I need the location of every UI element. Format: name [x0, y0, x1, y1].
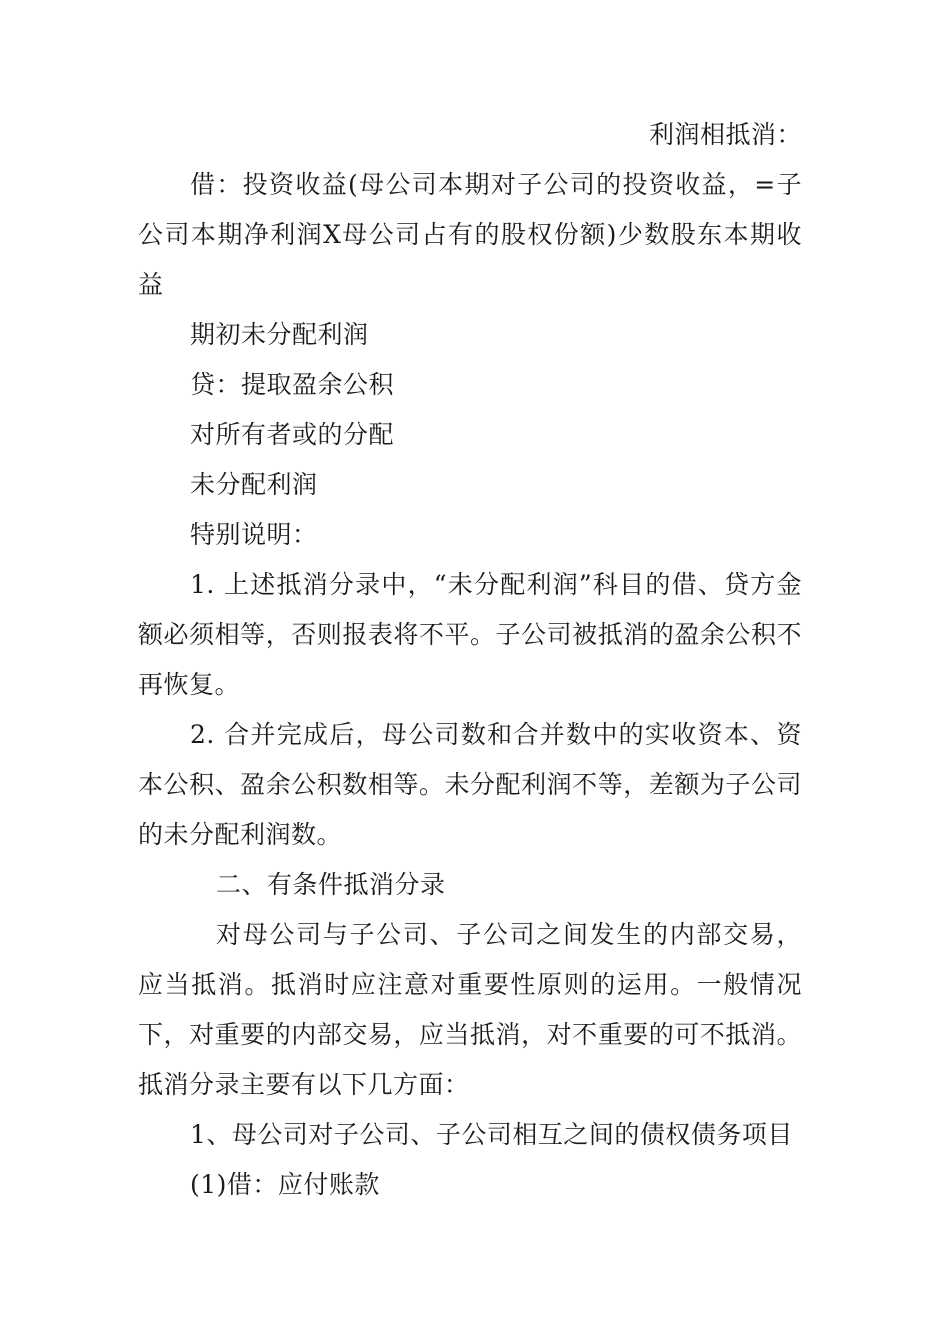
- paragraph-owner-distribution: 对所有者或的分配: [190, 420, 395, 449]
- section-heading-conditional-offset: 二、有条件抵消分录: [216, 870, 446, 899]
- paragraph-item-1-debit: (1)借：应付账款: [190, 1170, 380, 1199]
- paragraph-opening-undistributed-profit: 期初未分配利润: [190, 320, 369, 349]
- paragraph-internal-transactions: 对母公司与子公司、子公司之间发生的内部交易，应当抵消。抵消时应注意对重要性原则的运用。一般情况下，对重要的内部交易，应当抵消，对不重要的可不抵消。抵消分录主要有以下几方面：: [138, 920, 802, 1099]
- paragraph-note-1: 1. 上述抵消分录中，“未分配利润”科目的借、贷方金额必须相等，否则报表将不平。子公司被抵消的盈余公积不再恢复。: [138, 570, 802, 699]
- paragraph-profit-offset: 利润相抵消：: [648, 120, 802, 149]
- paragraph-item-1: 1、母公司对子公司、子公司相互之间的债权债务项目: [190, 1120, 793, 1149]
- paragraph-note-2: 2. 合并完成后，母公司数和合并数中的实收资本、资本公积、盈余公积数相等。未分配利润不等，差额为子公司的未分配利润数。: [138, 720, 802, 849]
- paragraph-debit-investment-income: 借：投资收益(母公司本期对子公司的投资收益，=子公司本期净利润X母公司占有的股权份额)少数股东本期收益: [138, 170, 802, 299]
- paragraph-special-note: 特别说明：: [190, 520, 318, 549]
- paragraph-undistributed-profit: 未分配利润: [190, 470, 318, 499]
- paragraph-credit-surplus-reserve: 贷：提取盈余公积: [190, 370, 395, 399]
